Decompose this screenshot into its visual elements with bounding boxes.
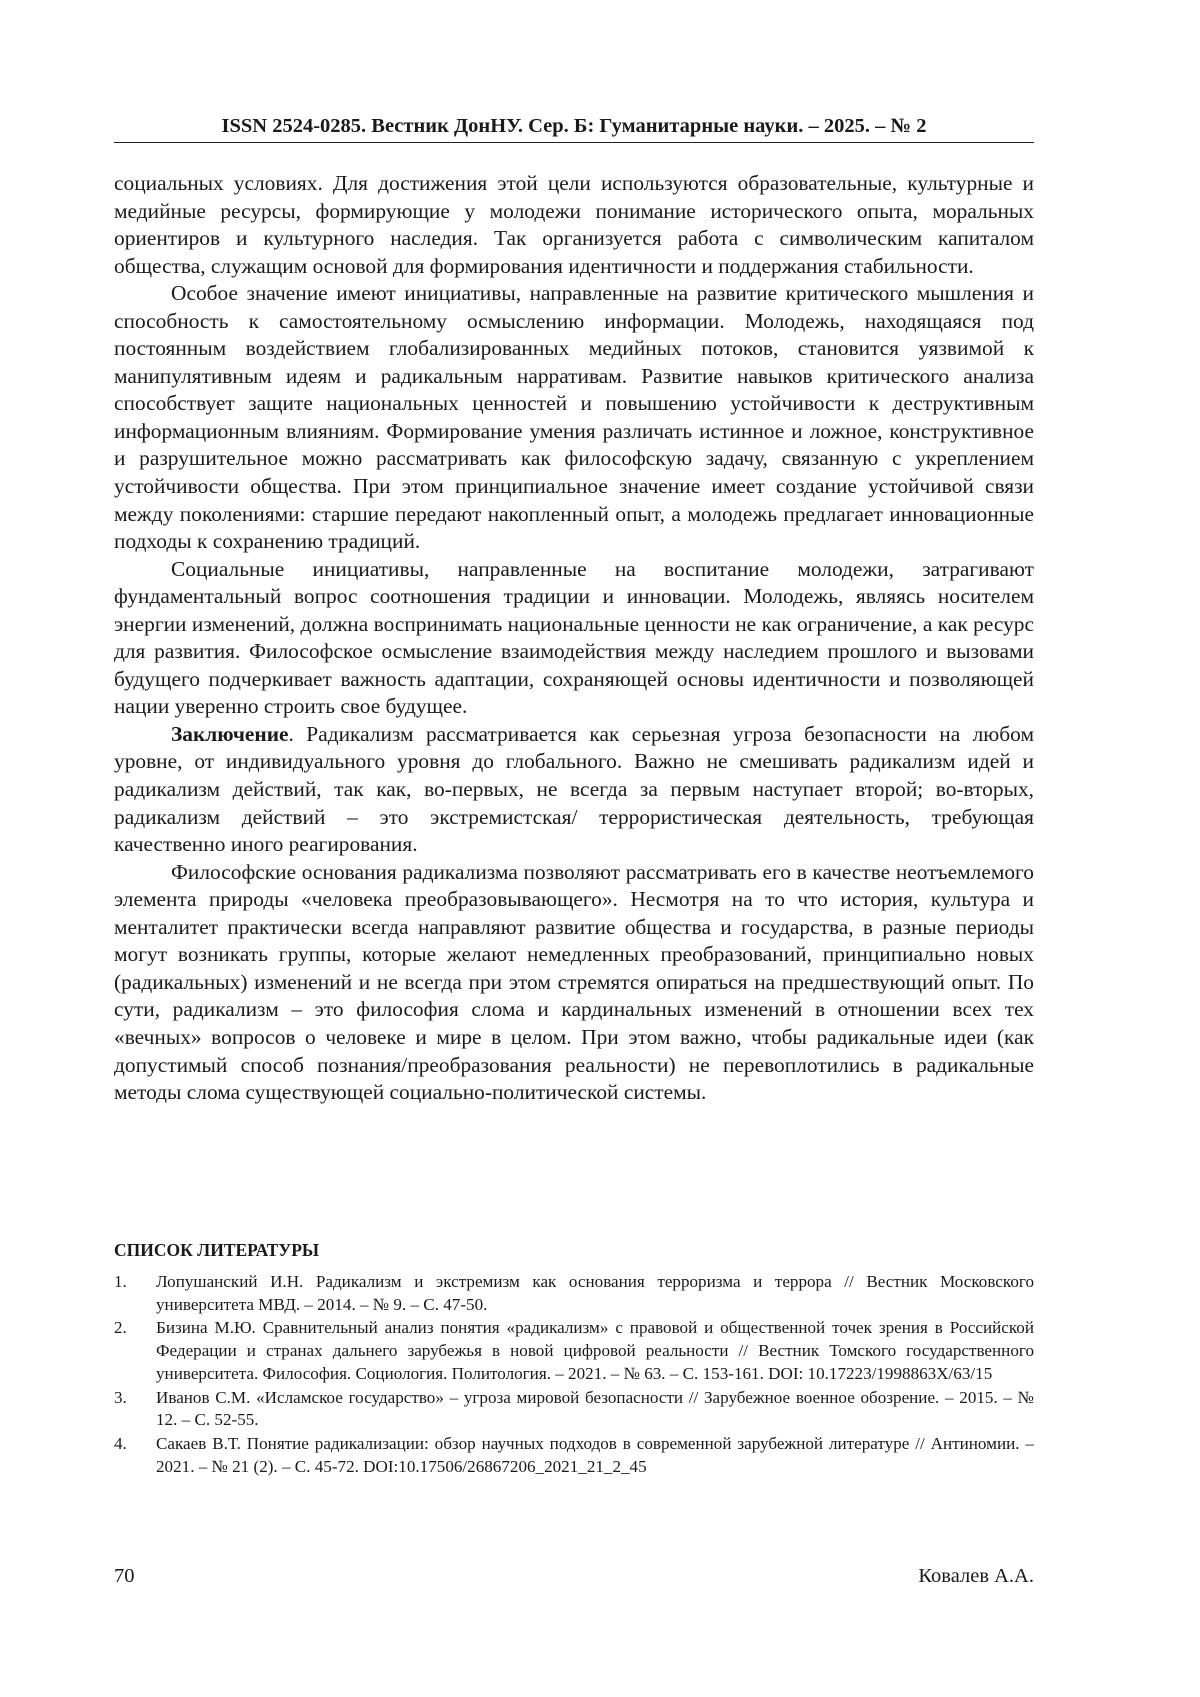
references-heading: СПИСОК ЛИТЕРАТУРЫ: [114, 1240, 320, 1260]
paragraph-social-initiatives: Социальные инициативы, направленные на воспитание молодежи, затрагивают фундаментальный вопрос соотношения традиции и инновации. Молодежь, являясь носителем энергии изменений, должна воспринимать национальные ценности не как ограничение, а как ресурс для развития. Философское осмысление взаимодействия между наследием прошлого и вызовами будущего подчеркивает важность адаптации, сохраняющей основы идентичности и позволяющей нации уверенно строить свое будущее.: [114, 556, 1034, 719]
reference-text: Лопушанский И.Н. Радикализм и экстремизм как основания терроризма и террора // Вестник Московского университета МВД. – 2014. – № 9. – С. 47-50.: [156, 1272, 1034, 1314]
paragraph-continued: социальных условиях. Для достижения этой цели используются образовательные, культурные и медийные ресурсы, формирующие у молодежи понимание исторического опыта, моральных ориентиров и культурного наследия. Так организуется работа с символическим капиталом общества, служащим основой для формирования идентичности и поддержания стабильности.: [114, 171, 1034, 278]
paragraph-critical-thinking: Особое значение имеют инициативы, направленные на развитие критического мышления и способность к самостоятельному осмыслению информации. Молодежь, находящаяся под постоянным воздействием глобализированных медийных потоков, становится уязвимой к манипулятивным идеям и радикальным нарративам. Развитие навыков критического анализа способствует защите национальных ценностей и повышению устойчивости к деструктивным информационным влияниям. Формирование умения различать истинное и ложное, конструктивное и разрушительное можно рассматривать как философскую задачу, связанную с укреплением устойчивости общества. При этом принципиальное значение имеет создание устойчивой связи между поколениями: старшие передают накопленный опыт, а молодежь предлагает инновационные подходы к сохранению традиций.: [114, 281, 1034, 554]
reference-number: 2.: [114, 1318, 127, 1338]
running-header: ISSN 2524-0285. Вестник ДонНУ. Сер. Б: Гуманитарные науки. – 2025. – № 2: [221, 115, 927, 137]
reference-number: 4.: [114, 1433, 127, 1453]
reference-number: 1.: [114, 1272, 127, 1291]
reference-text: Сакаев В.Т. Понятие радикализации: обзор научных подходов в современной зарубежной литературе // Антиномии. – 2021. – № 21 (2). – С. 45-72. DOI:10.17506/26867206_2021_21_2_45: [156, 1433, 1034, 1476]
reference-number: 3.: [114, 1387, 127, 1407]
reference-item: [114, 1271, 1034, 1316]
reference-text: Бизина М.Ю. Сравнительный анализ понятия «радикализм» с правовой и общественной точек зрения в Российской Федерации и странах дальнего зарубежья в новой цифровой реальности // Вестник Томского государственного университета. Философия. Социология. Политология. – 2021. – № 63. – С. 153-161. DOI: 10.17223/1998863X/63/15: [156, 1318, 1034, 1383]
article-body: [114, 170, 1034, 1107]
paragraph-philosophical-foundations: Философские основания радикализма позволяют рассматривать его в качестве неотъемлемого элемента природы «человека преобразовывающего». Несмотря на то что история, культура и менталитет практически всегда направляют развитие общества и государства, в разные периоды могут возникать группы, которые желают немедленных преобразований, принципиально новых (радикальных) изменений и не всегда при этом стремятся опираться на предшествующий опыт. По сути, радикализм – это философия слома и кардинальных изменений в отношении всех тех «вечных» вопросов о человеке и мире в целом. При этом важно, чтобы радикальные идеи (как допустимый способ познания/преобразования реальности) не перевоплотились в радикальные методы слома существующей социально-политической системы.: [114, 859, 1034, 1105]
paragraph-conclusion: [114, 721, 1034, 859]
conclusion-label: Заключение: [171, 721, 289, 746]
reference-item: [114, 1433, 1034, 1478]
reference-item: [114, 1387, 1034, 1432]
footer-author: Ковалев А.А.: [918, 1565, 1034, 1587]
header-divider: [114, 142, 1034, 143]
reference-text: Иванов С.М. «Исламское государство» – угроза мировой безопасности // Зарубежное военное обозрение. – 2015. – № 12. – С. 52-55.: [156, 1387, 1034, 1430]
conclusion-text: . Радикализм рассматривается как серьезная угроза безопасности на любом уровне, от индивидуального уровня до глобального. Важно не смешивать радикализм идей и радикализм действий, так как, во-первых, не всегда за первым наступает второй; во-вторых, радикализм действий – это экстремистская/ террористическая деятельность, требующая качественно иного реагирования.: [114, 721, 1034, 857]
reference-item: [114, 1317, 1034, 1385]
page-number: 70: [114, 1565, 135, 1587]
references-list: [114, 1271, 1034, 1479]
